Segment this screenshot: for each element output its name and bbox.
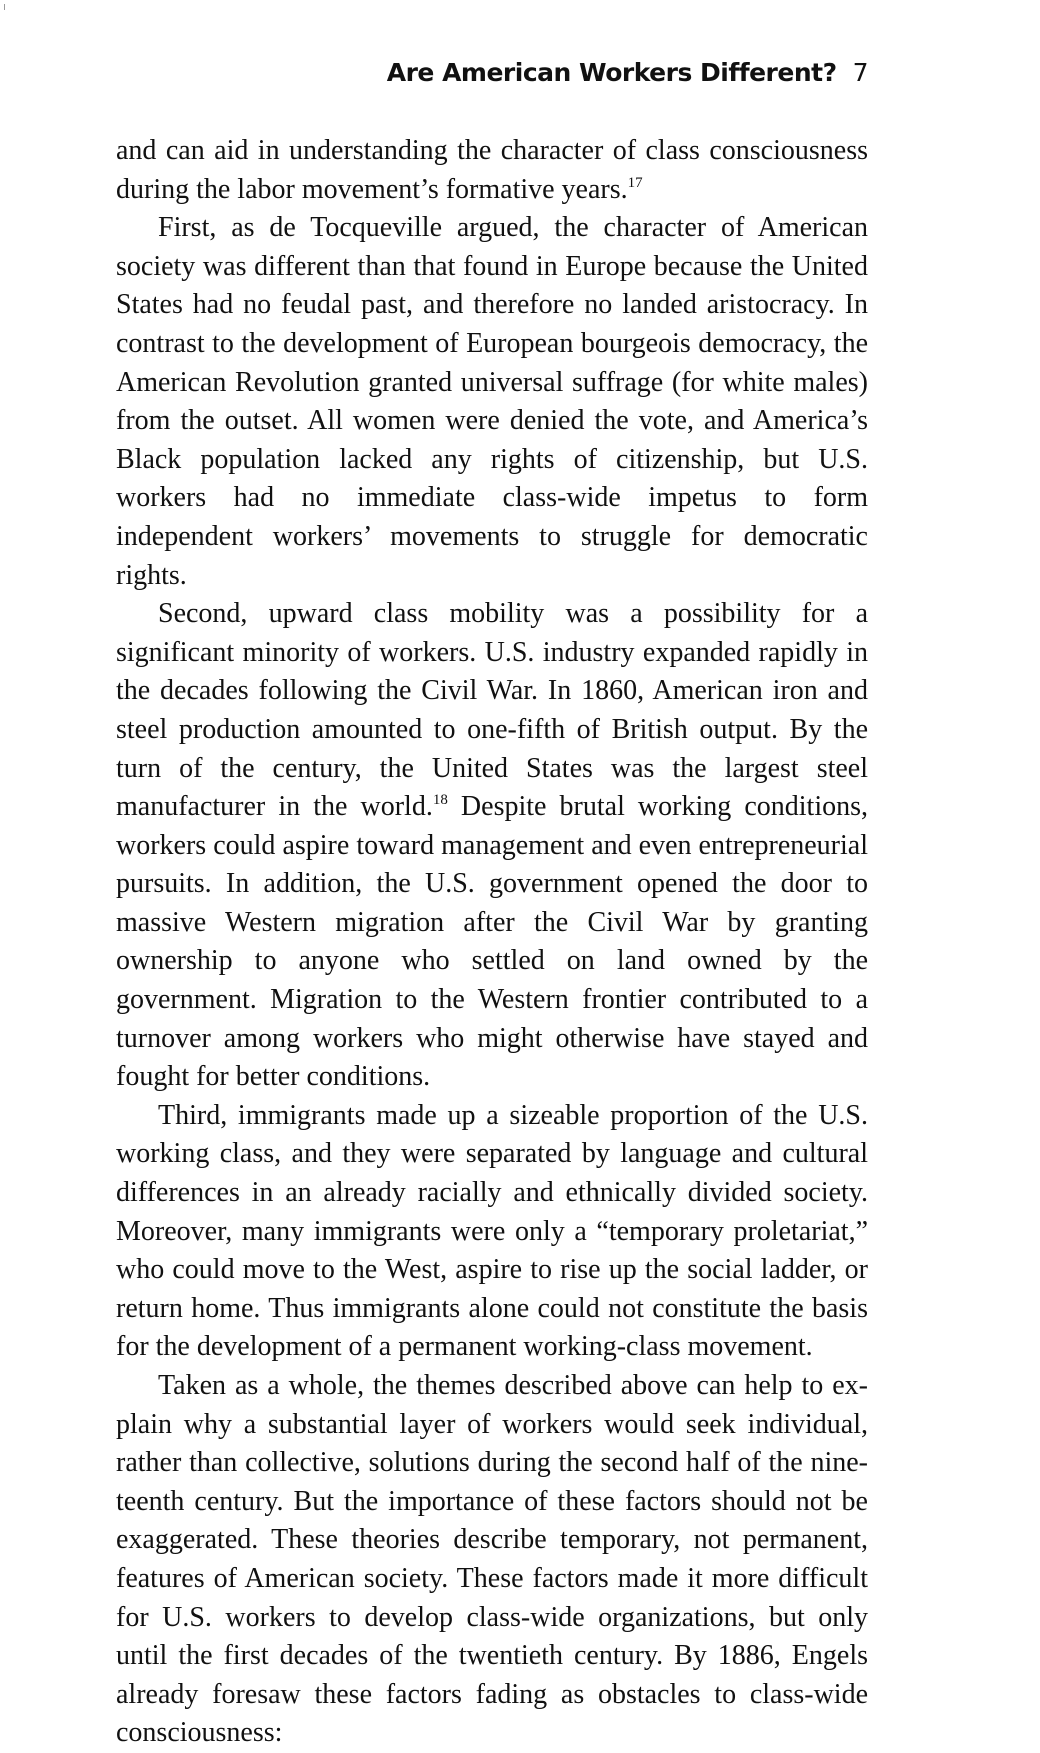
footnote-ref-18: 18 (432, 791, 448, 808)
page-number: 7 (852, 58, 868, 87)
paragraph-4 (116, 1097, 868, 1367)
paragraph-1-text: and can aid in understanding the character of class consciousness during the labor movement’s formative years. (116, 135, 868, 205)
running-header (116, 58, 868, 87)
paragraph-3-text-before: Second, upward class mobility was a possibility for a significant minority of workers. U.S. industry expanded rapidly in the decades following the Civil War. In 1860, American iron and steel production amounted to one-fifth of British output. By the turn of the century, the United States was the largest steel manufacturer in the world. (116, 598, 868, 823)
paragraph-3 (116, 595, 868, 1097)
body-text (116, 132, 868, 1753)
footnote-ref-17: 17 (627, 174, 643, 191)
chapter-title: Are American Workers Different? (386, 58, 837, 87)
paragraph-4-text: Third, immigrants made up a sizeable proportion of the U.S. working class, and they were separated by language and cultural differences in an already racially and ethnically divided society. Moreover, many immigrants were only a “temporary proletariat,” who could move to the West, aspire to rise up the social ladder, or return home. Thus immigrants alone could not constitute the basis for the development of a permanent working-class movement. (116, 1099, 868, 1363)
paragraph-1 (116, 132, 868, 209)
paragraph-2-text: First, as de Tocqueville argued, the character of American society was different than that found in Europe because the United States had no feudal past, and therefore no landed aristocracy. In contrast to the development of European bourgeois democracy, the American Revolution granted universal suffrage (for white males) from the outset. All women were denied the vote, and America’s Black population lacked any rights of citizenship, but U.S. workers had no immediate class-wide impetus to form independent workers’ movements to struggle for democratic rights. (116, 212, 868, 591)
scan-mark (4, 4, 9, 10)
paragraph-3-text-after: Despite brutal working conditions, workers could aspire toward management and even entrepreneurial pursuits. In addition, the U.S. government opened the door to massive Western migration after the Civil War by granting ownership to anyone who settled on land owned by the government. Migration to the Western frontier contributed to a turnover among workers who might otherwise have stayed and fought for better conditions. (116, 791, 869, 1093)
paragraph-5-text: Taken as a whole, the themes described above can help to explain why a substantial layer of workers would seek individual, rather than collective, solutions during the second half of the nineteenth century. But the importance of these factors should not be exaggerated. These theories describe temporary, not permanent, features of American society. These factors made it more difficult for U.S. workers to develop class-wide organizations, but only until the first decades of the twentieth century. By 1886, Engels already foresaw these factors fading as obstacles to class-wide consciousness: (116, 1370, 868, 1749)
paragraph-5 (116, 1367, 868, 1753)
paragraph-2 (116, 209, 868, 595)
